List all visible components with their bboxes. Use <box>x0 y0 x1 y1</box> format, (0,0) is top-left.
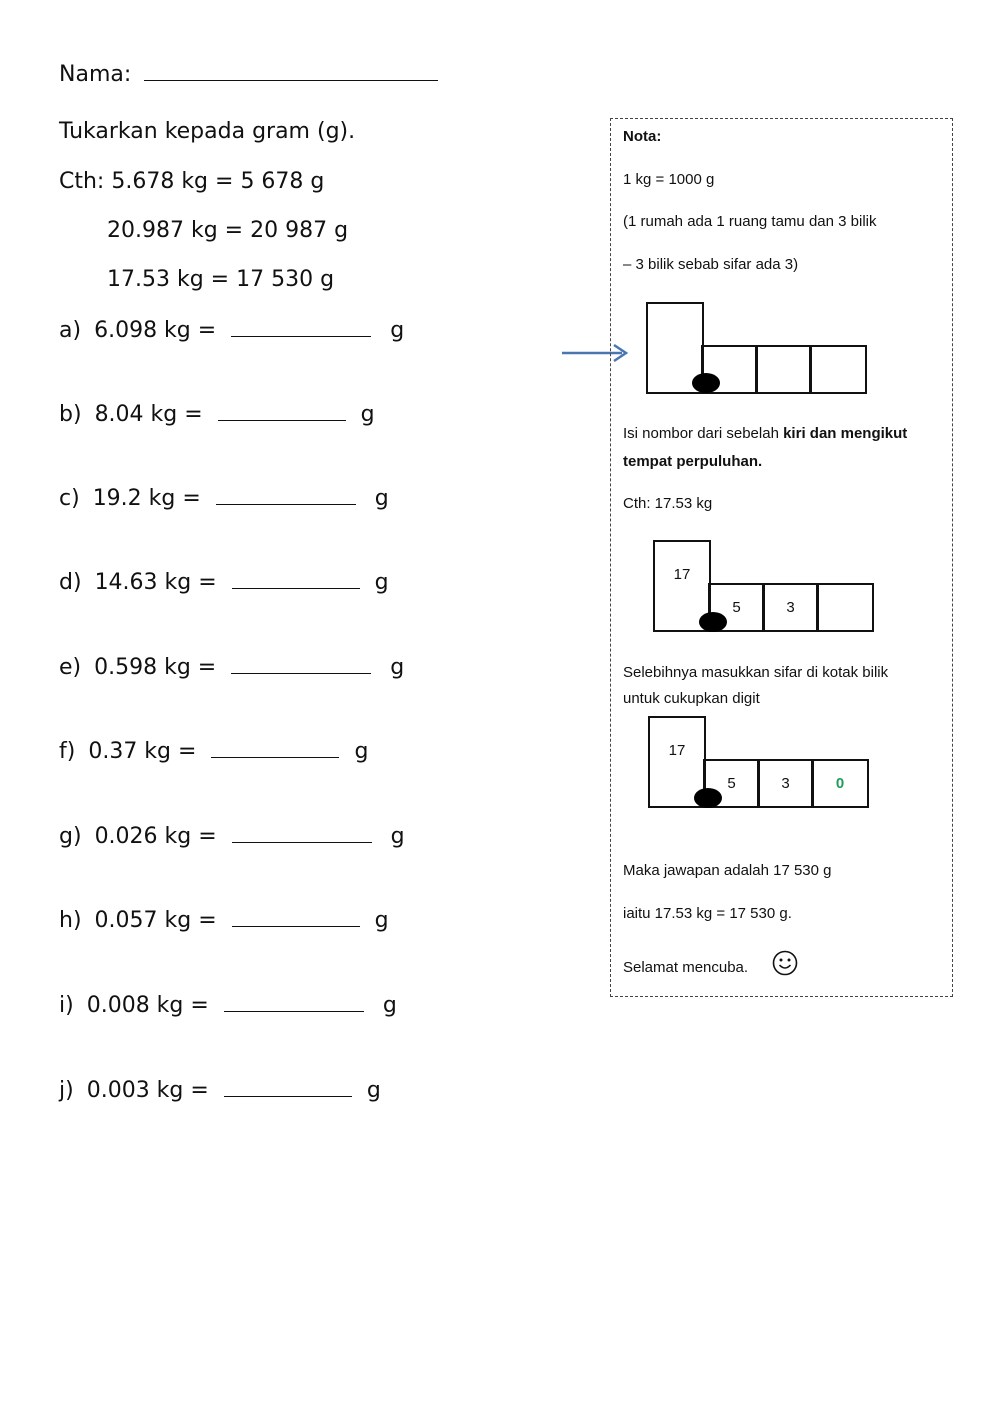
note-analogy-2: – 3 bilik sebab sifar ada 3) <box>623 256 799 273</box>
question-a <box>59 316 404 343</box>
answer-field-f[interactable] <box>211 737 339 758</box>
answer-field-e[interactable] <box>231 653 371 674</box>
example-text: 5.678 kg = 5 678 g <box>111 169 325 194</box>
question-value: 19.2 kg = <box>92 486 201 511</box>
note-analogy-1: (1 rumah ada 1 ruang tamu dan 3 bilik <box>623 213 877 230</box>
question-h <box>59 906 389 933</box>
name-label: Nama: <box>59 62 132 87</box>
unit-label: g <box>374 570 389 595</box>
note-instruction-2: tempat perpuluhan. <box>623 453 763 470</box>
answer-field-d[interactable] <box>232 568 360 589</box>
digit-box: 3 <box>762 583 819 632</box>
question-value: 0.37 kg = <box>88 739 197 764</box>
question-label: h) <box>59 908 82 933</box>
question-value: 0.003 kg = <box>86 1078 209 1103</box>
digit-box <box>816 583 874 632</box>
digit-box: 5 <box>703 759 760 808</box>
question-label: e) <box>59 655 82 680</box>
example-line-2: 20.987 kg = 20 987 g <box>107 218 349 243</box>
note-closing: Selamat mencuba. <box>623 959 749 976</box>
answer-field-h[interactable] <box>232 906 360 927</box>
answer-field-i[interactable] <box>224 991 364 1012</box>
unit-label: g <box>390 318 405 343</box>
question-label: j) <box>59 1078 74 1103</box>
decimal-point-icon <box>699 612 727 632</box>
answer-field-c[interactable] <box>216 484 356 505</box>
unit-label: g <box>360 402 375 427</box>
digit-box: 3 <box>757 759 814 808</box>
question-c <box>59 484 389 511</box>
unit-label: g <box>354 739 369 764</box>
question-value: 0.057 kg = <box>94 908 217 933</box>
instruction: Tukarkan kepada gram (g). <box>59 119 356 144</box>
whole-box: 17 <box>653 540 711 632</box>
question-label: b) <box>59 402 82 427</box>
note-fact: 1 kg = 1000 g <box>623 171 715 188</box>
digit-box <box>809 345 867 394</box>
question-value: 14.63 kg = <box>94 570 217 595</box>
zero-digit-box: 0 <box>811 759 869 808</box>
question-d <box>59 568 389 595</box>
decimal-point-icon <box>692 373 720 393</box>
question-value: 8.04 kg = <box>94 402 203 427</box>
note-title: Nota: <box>623 128 662 145</box>
note-panel <box>610 118 953 997</box>
note-fill-1: Selebihnya masukkan sifar di kotak bilik <box>623 664 889 681</box>
question-value: 0.026 kg = <box>94 824 217 849</box>
question-value: 0.598 kg = <box>94 655 217 680</box>
note-example-label: Cth: 17.53 kg <box>623 495 713 512</box>
whole-box: 17 <box>648 716 706 808</box>
note-instruction-1: Isi nombor dari sebelah kiri dan mengikut <box>623 425 908 442</box>
question-label: g) <box>59 824 82 849</box>
unit-label: g <box>390 655 405 680</box>
note-fill-2: untuk cukupkan digit <box>623 690 760 707</box>
answer-field-j[interactable] <box>224 1076 352 1097</box>
note-answer-2: iaitu 17.53 kg = 17 530 g. <box>623 905 792 922</box>
decimal-point-icon <box>694 788 722 808</box>
unit-label: g <box>366 1078 381 1103</box>
digit-box: 5 <box>708 583 765 632</box>
question-value: 0.008 kg = <box>86 993 209 1018</box>
name-line <box>59 60 438 87</box>
example-prefix: Cth: <box>59 169 105 194</box>
unit-label: g <box>374 486 389 511</box>
question-label: c) <box>59 486 80 511</box>
name-field[interactable] <box>144 60 438 81</box>
unit-label: g <box>390 824 405 849</box>
question-b <box>59 400 375 427</box>
question-label: f) <box>59 739 76 764</box>
unit-label: g <box>374 908 389 933</box>
digit-box <box>755 345 812 394</box>
example-line-1 <box>59 169 324 194</box>
question-label: a) <box>59 318 82 343</box>
question-label: i) <box>59 993 74 1018</box>
question-i <box>59 991 397 1018</box>
question-value: 6.098 kg = <box>94 318 217 343</box>
example-line-3: 17.53 kg = 17 530 g <box>107 267 335 292</box>
question-j <box>59 1076 381 1103</box>
question-f <box>59 737 368 764</box>
smiley-icon <box>771 949 799 977</box>
question-e <box>59 653 404 680</box>
answer-field-a[interactable] <box>231 316 371 337</box>
answer-field-b[interactable] <box>218 400 346 421</box>
question-g <box>59 822 405 849</box>
note-answer-1: Maka jawapan adalah 17 530 g <box>623 862 832 879</box>
answer-field-g[interactable] <box>232 822 372 843</box>
unit-label: g <box>382 993 397 1018</box>
question-label: d) <box>59 570 82 595</box>
